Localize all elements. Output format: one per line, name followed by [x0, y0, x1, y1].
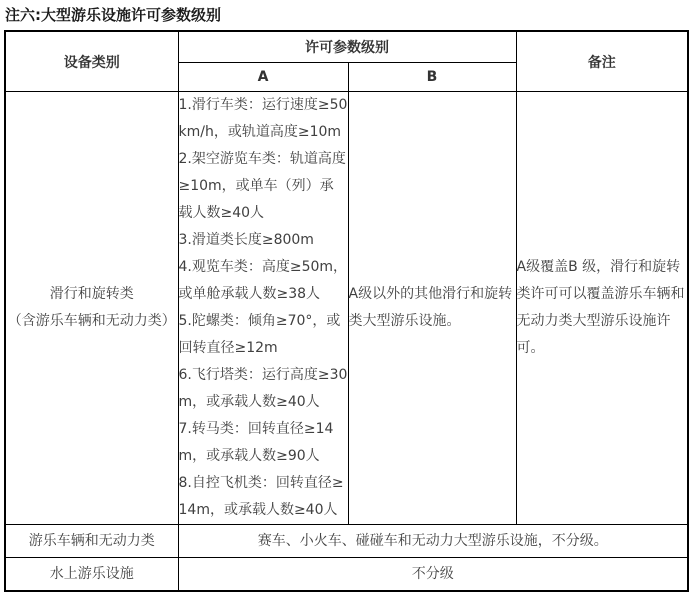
table-row-vehicles-unpowered: [5, 525, 688, 558]
column-header-permit-parameter-level: 许可参数级别: [178, 31, 516, 63]
category-name: 滑行和旋转类: [49, 286, 134, 302]
table-row-water-rides: [5, 558, 688, 592]
column-header-level-b: B: [348, 63, 516, 92]
table-row-sliding-rotating: [5, 92, 688, 525]
level-a-item-5: 5.陀螺类：倾角≥70°，或回转直径≥12m: [178, 313, 341, 356]
description-cell-vehicles-unpowered: 赛车、小火车、碰碰车和无动力大型游乐设施，不分级。: [178, 525, 688, 558]
permit-level-table: [4, 30, 689, 592]
level-b-criteria-cell: A级以外的其他滑行和旋转类大型游乐设施。: [348, 92, 516, 525]
header-row-1: [5, 31, 688, 63]
level-a-item-4: 4.观览车类：高度≥50m，或单舱承载人数≥38人: [178, 259, 348, 302]
category-note: （含游乐车辆和无动力类）: [7, 313, 176, 329]
column-header-remarks: 备注: [516, 31, 688, 92]
category-cell-sliding-rotating: [5, 92, 178, 525]
remarks-cell: A级覆盖B 级，滑行和旋转类许可可以覆盖游乐车辆和无动力类大型游乐设施许可。: [516, 92, 688, 525]
description-cell-water-rides: 不分级: [178, 558, 688, 592]
level-a-item-3: 3.滑道类长度≥800m: [178, 232, 314, 248]
level-a-item-2: 2.架空游览车类：轨道高度≥10m，或单车（列）承载人数≥40人: [178, 151, 346, 221]
category-cell-water-rides: 水上游乐设施: [5, 558, 178, 592]
page-title: 注六:大型游乐设施许可参数级别: [5, 6, 222, 24]
level-a-item-6: 6.飞行塔类：运行高度≥30m，或承载人数≥40人: [178, 367, 348, 410]
category-cell-vehicles-unpowered: 游乐车辆和无动力类: [5, 525, 178, 558]
level-a-item-1: 1.滑行车类：运行速度≥50km/h，或轨道高度≥10m: [178, 97, 348, 140]
level-a-criteria-cell: [178, 92, 348, 525]
level-a-item-7: 7.转马类：回转直径≥14m，或承载人数≥90人: [178, 421, 334, 464]
column-header-equipment-category: 设备类别: [5, 31, 178, 92]
level-a-item-8: 8.自控飞机类：回转直径≥14m，或承载人数≥40人: [178, 475, 344, 518]
column-header-level-a: A: [178, 63, 348, 92]
